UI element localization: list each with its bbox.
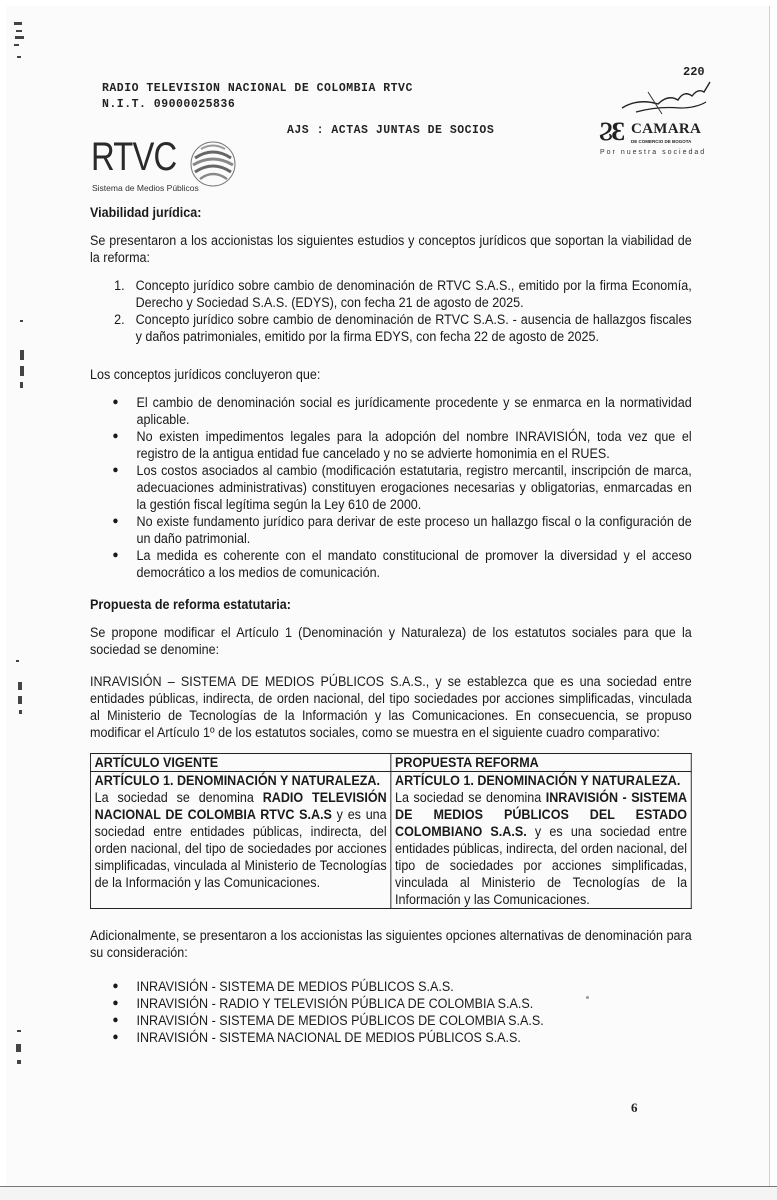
bullet-icon: ●	[112, 515, 119, 527]
article-text-post: y es una sociedad entre entidades públicas, indirecta, del orden nacional, del tipo de sociedades por acciones simplificadas, vinculada al Ministerio de Tecnologías de la Información y las Comunicaciones.	[94, 807, 387, 890]
alternatives-list	[90, 978, 692, 1046]
bullet-icon: ●	[112, 1031, 119, 1043]
bullet-icon: ●	[112, 396, 119, 408]
table-row	[90, 772, 691, 909]
list-item	[112, 428, 691, 462]
list-text: INRAVISIÓN - SISTEMA DE MEDIOS PÚBLICOS S.A.S.	[136, 979, 454, 994]
article-title: ARTÍCULO 1. DENOMINACIÓN Y NATURALEZA.	[94, 773, 380, 788]
page-number: 6	[631, 1100, 638, 1115]
camara-logo-sub: DE COMERCIO DE BOGOTA	[631, 139, 692, 144]
table-header-row	[90, 754, 691, 772]
conclusion-intro: Los conceptos jurídicos concluyeron que:	[90, 367, 321, 382]
alternativas-intro: Adicionalmente, se presentaron a los accionistas las siguientes opciones alternativas de denominación para su consideración:	[90, 928, 692, 960]
camara-comercio-logo	[598, 117, 713, 167]
document-body	[90, 204, 692, 1046]
heading-viabilidad: Viabilidad jurídica:	[90, 205, 202, 220]
scan-speck	[586, 996, 589, 999]
conclusions-list	[90, 394, 692, 581]
column-header-propuesta: PROPUESTA REFORMA	[391, 754, 691, 772]
list-text: INRAVISIÓN - RADIO Y TELEVISIÓN PÚBLICA DE COLOMBIA S.A.S.	[136, 996, 534, 1011]
list-number: 2.	[114, 312, 125, 327]
article-title: ARTÍCULO 1. DENOMINACIÓN Y NATURALEZA.	[395, 773, 681, 788]
studies-list	[90, 277, 692, 345]
list-item	[114, 311, 692, 345]
list-text: Concepto jurídico sobre cambio de denominación de RTVC S.A.S. - ausencia de hallazgos fiscales y daños patrimoniales, emitido por la firma EDYS, con fecha 22 de agosto de 2025.	[135, 312, 692, 344]
cell-propuesta	[391, 772, 691, 909]
list-text: INRAVISIÓN - SISTEMA DE MEDIOS PÚBLICOS DE COLOMBIA S.A.S.	[136, 1013, 544, 1028]
bullet-icon: ●	[112, 464, 119, 476]
next-page-edge	[0, 1186, 777, 1200]
article-text-post: y es una sociedad entre entidades públicas, indirecta, del orden nacional, del tipo de sociedades por acciones simplificadas, vinculada al Ministerio de Tecnologías de la Información y las Comunicaciones.	[395, 824, 688, 907]
bullet-icon: ●	[112, 549, 119, 561]
list-item	[112, 513, 691, 547]
rtvc-logo-subtitle: Sistema de Medios Públicos	[92, 183, 199, 193]
list-item	[112, 394, 691, 428]
bullet-icon: ●	[112, 1014, 119, 1026]
book-title: AJS : ACTAS JUNTAS DE SOCIOS	[287, 124, 495, 137]
rtvc-logo-text: RTVC	[91, 135, 177, 179]
list-item	[112, 462, 691, 513]
list-text: El cambio de denominación social es jurídicamente procedente y se enmarca en la normatividad aplicable.	[136, 395, 692, 427]
list-item	[112, 1012, 691, 1029]
rtvc-logo	[91, 134, 251, 194]
list-item	[112, 978, 691, 995]
camara-logo-name: CAMARA	[631, 121, 702, 137]
list-text: Los costos asociados al cambio (modificación estatutaria, registro mercantil, inscripción de marca, adecuaciones administrativas) constituyen erogaciones necesarias y obligatorias, enmarcadas en la gestión fiscal legítima según la Ley 610 de 2000.	[136, 463, 692, 512]
camara-logo-tagline: Por nuestra sociedad	[600, 149, 707, 156]
bullet-icon: ●	[112, 997, 119, 1009]
list-item	[112, 995, 691, 1012]
sheet-number: 220	[683, 65, 705, 79]
cell-vigente	[90, 772, 390, 909]
list-item	[114, 277, 692, 311]
bullet-icon: ●	[112, 980, 119, 992]
heading-propuesta: Propuesta de reforma estatutaria:	[90, 597, 291, 612]
bullet-icon: ●	[112, 430, 119, 442]
article-text-pre: La sociedad se denomina	[94, 790, 254, 805]
company-name: RADIO TELEVISION NACIONAL DE COLOMBIA RTVC	[102, 82, 413, 95]
comparison-table	[90, 753, 692, 909]
propuesta-paragraph: INRAVISIÓN – SISTEMA DE MEDIOS PÚBLICOS S.A.S., y se establezca que es una sociedad entre entidades públicas, indirecta, de orden nacional, del tipo sociedades por acciones simplificadas, vinculada al Ministerio de Tecnologías de la Información y las Comunicaciones. En consecuencia, se propuso modificar el Artículo 1º de los estatutos sociales, como se muestra en el siguiente cuadro comparativo:	[90, 674, 692, 740]
list-text: No existen impedimentos legales para la adopción del nombre INRAVISIÓN, toda vez que el registro de la antigua entidad fue cancelado y no se advierte homonimia en el RUES.	[136, 429, 692, 461]
camara-logo-mark: ϨƐ	[598, 117, 622, 146]
list-number: 1.	[114, 278, 125, 293]
list-item	[112, 1029, 691, 1046]
list-text: La medida es coherente con el mandato constitucional de promover la diversidad y el acceso democrático a los medios de comunicación.	[136, 548, 692, 580]
article-company-name: RADIO TELEVISIÓN NACIONAL DE COLOMBIA RTVC S.A.S	[94, 790, 387, 822]
propuesta-intro: Se propone modificar el Artículo 1 (Denominación y Naturaleza) de los estatutos sociales para que la sociedad se denomine:	[90, 625, 692, 657]
list-text: INRAVISIÓN - SISTEMA NACIONAL DE MEDIOS PÚBLICOS S.A.S.	[136, 1030, 521, 1045]
company-nit: N.I.T. 09000025836	[102, 98, 236, 111]
article-text-pre: La sociedad se denomina	[395, 790, 542, 805]
article-company-name: INRAVISIÓN - SISTEMA DE MEDIOS PÚBLICOS DEL ESTADO COLOMBIANO S.A.S.	[395, 790, 688, 839]
list-text: Concepto jurídico sobre cambio de denominación de RTVC S.A.S., emitido por la firma Economía, Derecho y Sociedad S.A.S. (EDYS), con fecha 21 de agosto de 2025.	[135, 278, 692, 310]
scan-margin-marks	[6, 20, 46, 1080]
viabilidad-intro: Se presentaron a los accionistas los siguientes estudios y conceptos jurídicos que soportan la viabilidad de la reforma:	[90, 233, 692, 265]
column-header-vigente: ARTÍCULO VIGENTE	[90, 754, 390, 772]
list-item	[112, 547, 691, 581]
list-text: No existe fundamento jurídico para derivar de este proceso un hallazgo fiscal o la configuración de un daño patrimonial.	[136, 514, 692, 546]
